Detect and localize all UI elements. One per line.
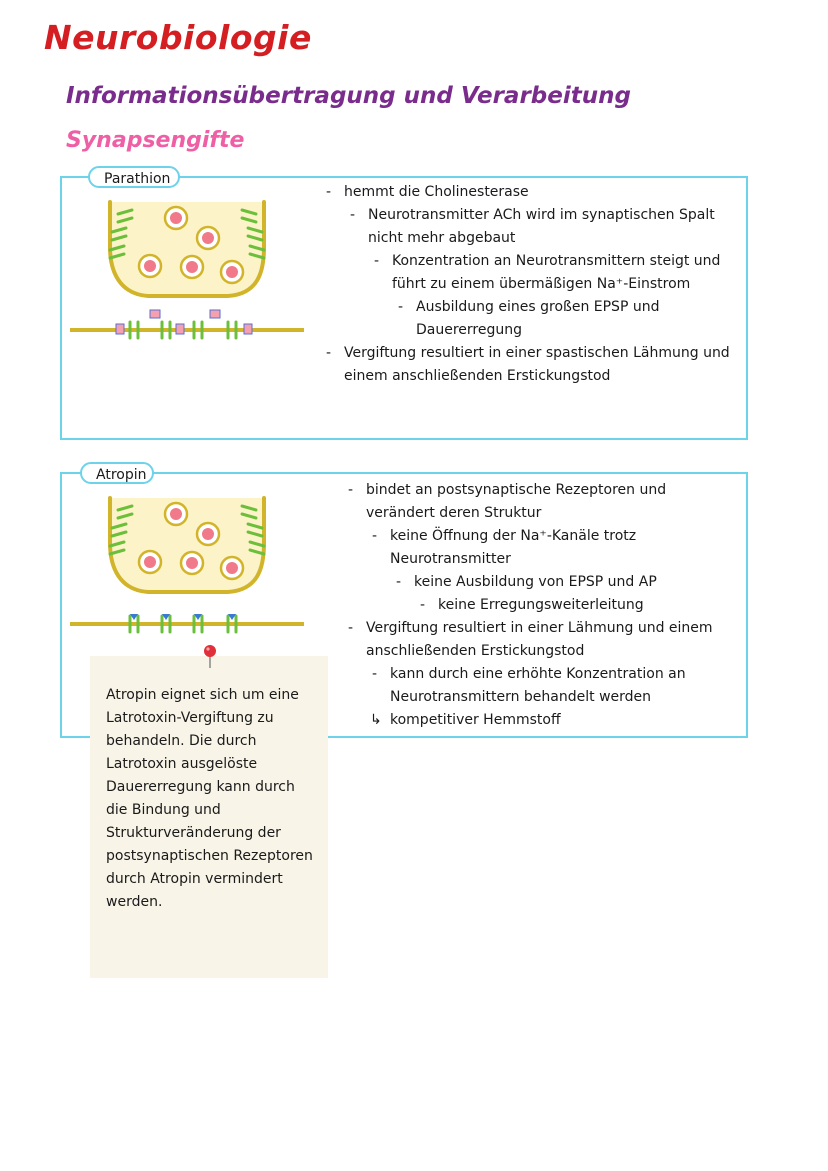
parathion-synapse-diagram: [68, 192, 308, 342]
atropin-synapse-diagram: [68, 488, 308, 638]
page-subtitle: Informationsübertragung und Verarbeitung: [66, 83, 631, 109]
parathion-item: - Ausbildung eines großen EPSP und Dauererregung: [416, 296, 739, 342]
page-title: Neurobiologie: [44, 18, 312, 57]
parathion-label: Parathion: [88, 166, 180, 188]
sticky-note: Atropin eignet sich um eine Latrotoxin-Vergiftung zu behandeln. Die durch Latrotoxin ausgelöste Dauererregung kann durch die Bindung und Strukturveränderung der postsynaptischen Rezeptoren durch Atropin vermindert werden.: [90, 656, 328, 978]
atropin-item: - kann durch eine erhöhte Konzentration an Neurotransmittern behandelt werden: [390, 663, 738, 709]
atropin-item: - Vergiftung resultiert in einer Lähmung und einem anschließenden Erstickungstod: [366, 617, 738, 663]
parathion-item: - Neurotransmitter ACh wird im synaptischen Spalt nicht mehr abgebaut: [368, 204, 739, 250]
atropin-item: ↳ kompetitiver Hemmstoff: [390, 709, 738, 732]
atropin-item: - keine Öffnung der Na⁺-Kanäle trotz Neurotransmitter: [390, 525, 738, 571]
section-heading: Synapsengifte: [66, 128, 245, 153]
atropin-label: Atropin: [80, 462, 154, 484]
atropin-effects-list: [366, 479, 738, 732]
parathion-item: - Konzentration an Neurotransmittern steigt und führt zu einem übermäßigen Na⁺-Einstrom: [392, 250, 739, 296]
parathion-item: - hemmt die Cholinesterase: [344, 181, 739, 204]
pin-icon: [202, 644, 218, 670]
atropin-item: - bindet an postsynaptische Rezeptoren und verändert deren Struktur: [366, 479, 738, 525]
parathion-item: - Vergiftung resultiert in einer spastischen Lähmung und einem anschließenden Erstickungstod: [344, 342, 739, 388]
parathion-effects-list: [344, 181, 739, 388]
atropin-molecules: [130, 614, 236, 620]
atropin-item: - keine Erregungsweiterleitung: [438, 594, 738, 617]
atropin-item: - keine Ausbildung von EPSP und AP: [414, 571, 738, 594]
